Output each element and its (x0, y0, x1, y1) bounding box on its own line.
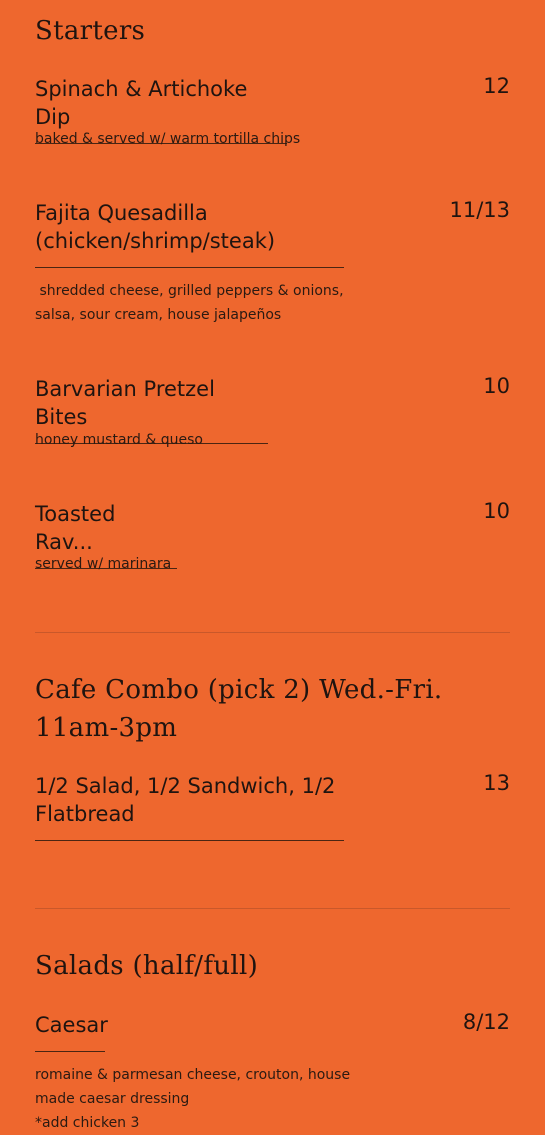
section-divider (35, 908, 510, 909)
menu-item-price: 10 (483, 374, 510, 398)
menu-item-description: shredded cheese, grilled peppers & onions, salsa, sour cream, house jalapeños (35, 283, 348, 323)
menu-item-description: honey mustard & queso (35, 432, 203, 448)
menu-item-name: Barvarian Pretzel Bites (35, 375, 268, 444)
menu-item-name: 1/2 Salad, 1/2 Sandwich, 1/2 Flatbread (35, 772, 344, 841)
section-divider (35, 632, 510, 633)
menu-item-name: Spinach & Artichoke Dip (35, 75, 287, 144)
menu-item-name: Toasted Rav... (35, 500, 177, 569)
menu-item-price: 8/12 (462, 1010, 510, 1034)
section-title-starters: Starters (35, 16, 146, 46)
menu-item-name: Fajita Quesadilla (chicken/shrimp/steak) (35, 199, 344, 268)
menu-item-price: 12 (483, 74, 510, 98)
menu-item-description: romaine & parmesan cheese, crouton, house made caesar dressing *add chicken 3 (35, 1067, 351, 1131)
menu-item-price: 13 (483, 771, 510, 795)
menu-item-price: 11/13 (449, 198, 510, 222)
menu-item-name: Caesar (35, 1011, 105, 1052)
menu-item-price: 10 (483, 499, 510, 523)
menu-item-description: baked & served w/ warm tortilla chips (35, 131, 301, 147)
section-title-cafe-combo: Cafe Combo (pick 2) Wed.-Fri. 11am-3pm (35, 675, 443, 743)
section-title-salads: Salads (half/full) (35, 951, 259, 981)
menu-item-description: served w/ marinara (35, 556, 172, 572)
